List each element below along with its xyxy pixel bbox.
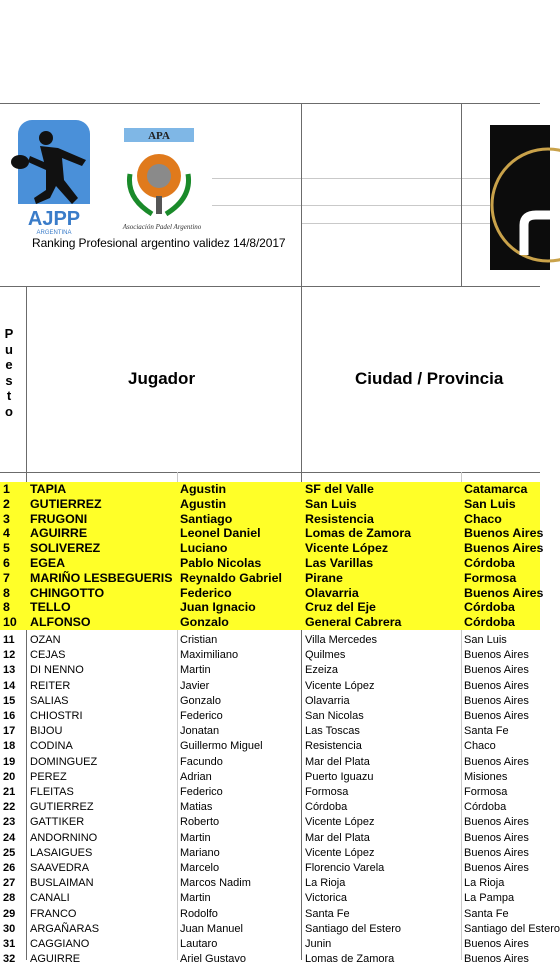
city-cell: Resistencia — [305, 740, 362, 753]
city-cell: Las Toscas — [305, 725, 360, 738]
province-cell: Buenos Aires — [464, 953, 529, 966]
puesto-letter: o — [5, 403, 13, 419]
apa-logo — [112, 124, 212, 234]
rank-cell: 13 — [3, 664, 16, 677]
table-row — [0, 755, 540, 770]
city-cell: San Nicolas — [305, 710, 364, 722]
province-cell: Buenos Aires — [464, 585, 544, 600]
rank-cell: 6 — [3, 556, 10, 570]
rank-cell: 22 — [3, 801, 16, 814]
surname-cell: CEJAS — [30, 649, 66, 662]
header-divider — [301, 103, 302, 286]
puesto-letter: t — [6, 388, 12, 403]
rank-cell: 7 — [3, 570, 10, 585]
province-cell: Misiones — [464, 770, 508, 783]
first-name-cell: Jonatan — [180, 725, 220, 738]
table-row — [0, 770, 540, 785]
surname-cell: TAPIA — [30, 482, 67, 496]
province-cell: Santiago del Estero — [464, 922, 560, 935]
city-cell: Lomas de Zamora — [305, 526, 412, 541]
table-row — [0, 846, 540, 861]
province-cell: Córdoba — [464, 556, 515, 570]
table-row — [0, 891, 540, 906]
ranking-caption: Ranking Profesional argentino validez 14/8/2017 — [32, 236, 286, 250]
surname-cell: ANDORNINO — [30, 831, 98, 844]
table-row — [0, 526, 544, 541]
table-row — [0, 800, 540, 815]
rank-cell: 12 — [3, 649, 16, 662]
province-cell: Córdoba — [464, 615, 515, 630]
province-cell: Chaco — [464, 740, 496, 753]
province-cell: Córdoba — [464, 600, 515, 615]
province-cell: Santa Fe — [464, 725, 509, 738]
first-name-cell: Martin — [180, 892, 211, 905]
rank-cell: 11 — [3, 634, 15, 646]
rank-cell: 18 — [3, 740, 16, 753]
table-row — [0, 633, 540, 648]
rank-cell: 8 — [3, 585, 10, 600]
rank-cell: 8 — [3, 600, 10, 615]
table-row — [0, 663, 540, 678]
surname-cell: SAAVEDRA — [30, 862, 90, 874]
paddle-icon — [11, 155, 29, 169]
rank-cell: 5 — [3, 541, 10, 556]
surname-cell: AGUIRRE — [30, 526, 88, 541]
rank-cell: 27 — [3, 877, 16, 890]
surname-cell: FRANCO — [30, 907, 77, 920]
city-cell: Ezeiza — [305, 664, 339, 677]
column-header-bottom-border — [0, 472, 540, 473]
city-cell: SF del Valle — [305, 482, 374, 496]
first-name-cell: Javier — [180, 679, 210, 692]
rank-cell: 2 — [3, 496, 10, 511]
rank-cell: 17 — [3, 725, 16, 738]
table-row — [0, 571, 540, 586]
rank-cell: 4 — [3, 526, 10, 541]
province-cell: Santa Fe — [464, 907, 509, 920]
first-name-cell: Gonzalo — [180, 615, 229, 630]
first-name-cell: Maximiliano — [180, 649, 239, 662]
table-row — [0, 600, 540, 615]
city-cell: General Cabrera — [305, 615, 402, 630]
surname-cell: CHIOSTRI — [30, 710, 83, 722]
city-cell: Santiago del Estero — [305, 922, 402, 935]
province-cell: Buenos Aires — [464, 526, 544, 541]
first-name-cell: Juan Manuel — [180, 922, 243, 935]
table-row — [0, 739, 540, 754]
province-cell: Buenos Aires — [464, 679, 529, 692]
city-cell: Lomas de Zamora — [305, 953, 395, 966]
table-row — [0, 482, 540, 497]
city-cell: San Luis — [305, 496, 357, 511]
rank-cell: 16 — [3, 710, 16, 722]
table-row — [0, 922, 560, 937]
rank-cell: 3 — [3, 511, 10, 526]
province-cell: San Luis — [464, 634, 507, 646]
table-row — [0, 648, 540, 663]
first-name-cell: Martin — [180, 831, 211, 844]
header-inner-line — [212, 205, 512, 206]
first-name-cell: Gonzalo — [180, 694, 221, 707]
puesto-letter: s — [5, 372, 13, 388]
first-name-cell: Luciano — [180, 541, 228, 556]
table-row — [0, 907, 540, 922]
city-cell: Cruz del Eje — [305, 600, 376, 615]
rank-cell: 23 — [3, 816, 16, 829]
rank-cell: 26 — [3, 862, 16, 874]
first-name-cell: Matias — [180, 801, 213, 814]
table-row — [0, 679, 540, 694]
city-cell: Villa Mercedes — [305, 634, 377, 646]
city-cell: Vicente López — [305, 846, 375, 859]
first-name-cell: Santiago — [180, 511, 233, 526]
rank-cell: 29 — [3, 907, 16, 920]
ciudad-provincia-header: Ciudad / Provincia — [355, 369, 504, 388]
table-row — [0, 937, 540, 952]
province-cell: Buenos Aires — [464, 862, 529, 874]
first-name-cell: Rodolfo — [180, 907, 218, 920]
city-cell: Victorica — [305, 892, 347, 905]
surname-cell: PEREZ — [30, 770, 67, 783]
city-cell: Pirane — [305, 570, 343, 585]
surname-cell: GUTIERREZ — [30, 801, 94, 814]
province-cell: Buenos Aires — [464, 846, 529, 859]
rank-cell: 30 — [3, 922, 16, 935]
puesto-header — [2, 326, 16, 419]
first-name-cell: Federico — [180, 786, 223, 798]
city-cell: Quilmes — [305, 649, 346, 662]
province-cell: San Luis — [464, 496, 516, 511]
header-bottom-border — [0, 286, 540, 287]
surname-cell: DI NENNO — [30, 664, 84, 677]
surname-cell: OZAN — [30, 634, 61, 646]
city-cell: Junin — [305, 938, 332, 950]
first-name-cell: Leonel Daniel — [180, 526, 261, 541]
city-cell: Vicente López — [305, 816, 375, 829]
partner-logo — [490, 125, 550, 270]
rank-cell: 32 — [3, 953, 16, 966]
city-cell: Vicente López — [305, 679, 375, 692]
city-cell: Mar del Plata — [305, 755, 370, 768]
first-name-cell: Reynaldo Gabriel — [180, 570, 282, 585]
ajpp-logo-subtext: ARGENTINA — [36, 230, 72, 236]
province-cell: Buenos Aires — [464, 755, 529, 768]
surname-cell: MARIÑO LESBEGUERIS — [30, 570, 173, 585]
puesto-letter: P — [4, 326, 14, 341]
surname-cell: SALIAS — [30, 694, 69, 707]
city-cell: Santa Fe — [305, 907, 350, 920]
surname-cell: ALFONSO — [30, 615, 91, 630]
rank-cell: 20 — [3, 770, 16, 783]
surname-cell: GATTIKER — [30, 816, 85, 829]
first-name-cell: Federico — [180, 710, 223, 722]
province-cell: Buenos Aires — [464, 694, 529, 707]
ajpp-logo-text: AJPP — [27, 208, 81, 230]
table-row — [0, 724, 540, 739]
first-name-cell: Adrian — [180, 770, 212, 783]
surname-cell: CAGGIANO — [30, 938, 90, 950]
city-cell: Córdoba — [305, 801, 348, 814]
surname-cell: AGUIRRE — [30, 953, 81, 966]
surname-cell: BUSLAIMAN — [30, 877, 94, 890]
rank-cell: 28 — [3, 892, 16, 905]
city-cell: Puerto Iguazu — [305, 770, 374, 783]
surname-cell: BIJOU — [30, 725, 63, 738]
surname-cell: GUTIERREZ — [30, 496, 102, 511]
rank-cell: 19 — [3, 755, 16, 768]
province-cell: Formosa — [464, 570, 517, 585]
puesto-letter: e — [5, 357, 13, 372]
surname-cell: REITER — [30, 679, 71, 692]
rank-cell: 10 — [3, 615, 17, 630]
first-name-cell: Marcelo — [180, 862, 220, 874]
first-name-cell: Ariel Gustavo — [180, 953, 247, 966]
table-row — [0, 585, 544, 601]
city-cell: Mar del Plata — [305, 831, 370, 844]
first-name-cell: Agustin — [180, 482, 227, 496]
surname-cell: CHINGOTTO — [30, 585, 105, 600]
city-cell: Resistencia — [305, 511, 374, 526]
province-cell: Buenos Aires — [464, 710, 529, 722]
city-cell: Formosa — [305, 786, 349, 798]
header-inner-line — [302, 223, 512, 224]
surname-cell: CODINA — [30, 740, 73, 753]
apa-logo-text: APA — [148, 130, 170, 142]
province-cell: Córdoba — [464, 801, 507, 814]
first-name-cell: Martin — [180, 664, 211, 677]
table-row — [0, 497, 540, 512]
first-name-cell: Guillermo Miguel — [180, 740, 263, 753]
surname-cell: FLEITAS — [30, 786, 74, 798]
province-cell: Formosa — [464, 786, 508, 798]
province-cell: Buenos Aires — [464, 649, 529, 662]
surname-cell: EGEA — [30, 556, 66, 570]
header-divider — [461, 103, 462, 286]
table-row — [0, 694, 540, 709]
first-name-cell: Facundo — [180, 755, 223, 768]
province-cell: Buenos Aires — [464, 938, 529, 950]
top-border — [0, 103, 540, 104]
table-row — [0, 876, 540, 891]
surname-cell: LASAIGUES — [30, 846, 93, 859]
province-cell: Chaco — [464, 511, 502, 526]
table-row — [0, 709, 540, 724]
surname-cell: CANALI — [30, 892, 70, 905]
ajpp-logo — [6, 118, 102, 236]
first-name-cell: Marcos Nadim — [180, 877, 251, 890]
table-row — [0, 815, 540, 830]
table-row — [0, 615, 540, 630]
first-name-cell: Agustin — [180, 496, 227, 511]
surname-cell: SOLIVEREZ — [30, 541, 101, 556]
province-cell: Buenos Aires — [464, 831, 529, 844]
rank-cell: 1 — [3, 482, 10, 496]
table-row — [0, 861, 540, 876]
province-cell: Buenos Aires — [464, 541, 544, 556]
first-name-cell: Federico — [180, 585, 232, 600]
first-name-cell: Roberto — [180, 816, 220, 829]
surname-cell: FRUGONI — [30, 511, 88, 526]
table-row — [0, 785, 540, 800]
surname-cell: DOMINGUEZ — [30, 755, 98, 768]
jugador-header: Jugador — [128, 369, 196, 388]
city-cell: La Rioja — [305, 877, 346, 890]
apa-logo-subtext: Asociación Padel Argentino — [122, 223, 202, 231]
table-row — [0, 556, 540, 571]
first-name-cell: Mariano — [180, 846, 220, 859]
first-name-cell: Lautaro — [180, 938, 218, 950]
first-name-cell: Pablo Nicolas — [180, 556, 262, 570]
city-cell: Florencio Varela — [305, 862, 385, 874]
city-cell: Vicente López — [305, 541, 389, 556]
rank-cell: 15 — [3, 694, 16, 707]
city-cell: Olavarria — [305, 694, 350, 707]
puesto-letter: u — [5, 341, 13, 357]
header-inner-line — [212, 178, 512, 179]
rank-cell: 21 — [3, 786, 16, 798]
table-row — [0, 512, 540, 527]
city-cell: Olavarria — [305, 585, 359, 600]
first-name-cell: Cristian — [180, 634, 218, 646]
first-name-cell: Juan Ignacio — [180, 600, 256, 615]
surname-cell: TELLO — [30, 600, 71, 615]
province-cell: Catamarca — [464, 482, 528, 496]
city-cell: Las Varillas — [305, 556, 374, 570]
table-row — [0, 541, 544, 556]
province-cell: Buenos Aires — [464, 816, 529, 829]
table-row — [0, 831, 540, 846]
table-row — [0, 952, 540, 967]
rank-cell: 25 — [3, 846, 16, 859]
rank-cell: 31 — [3, 938, 16, 950]
logo-letter-icon — [524, 215, 550, 255]
rank-cell: 24 — [3, 831, 16, 844]
surname-cell: ARGAÑARAS — [30, 922, 100, 935]
rank-cell: 14 — [3, 679, 16, 692]
province-cell: La Rioja — [464, 877, 505, 890]
province-cell: La Pampa — [464, 892, 515, 905]
province-cell: Buenos Aires — [464, 664, 529, 677]
